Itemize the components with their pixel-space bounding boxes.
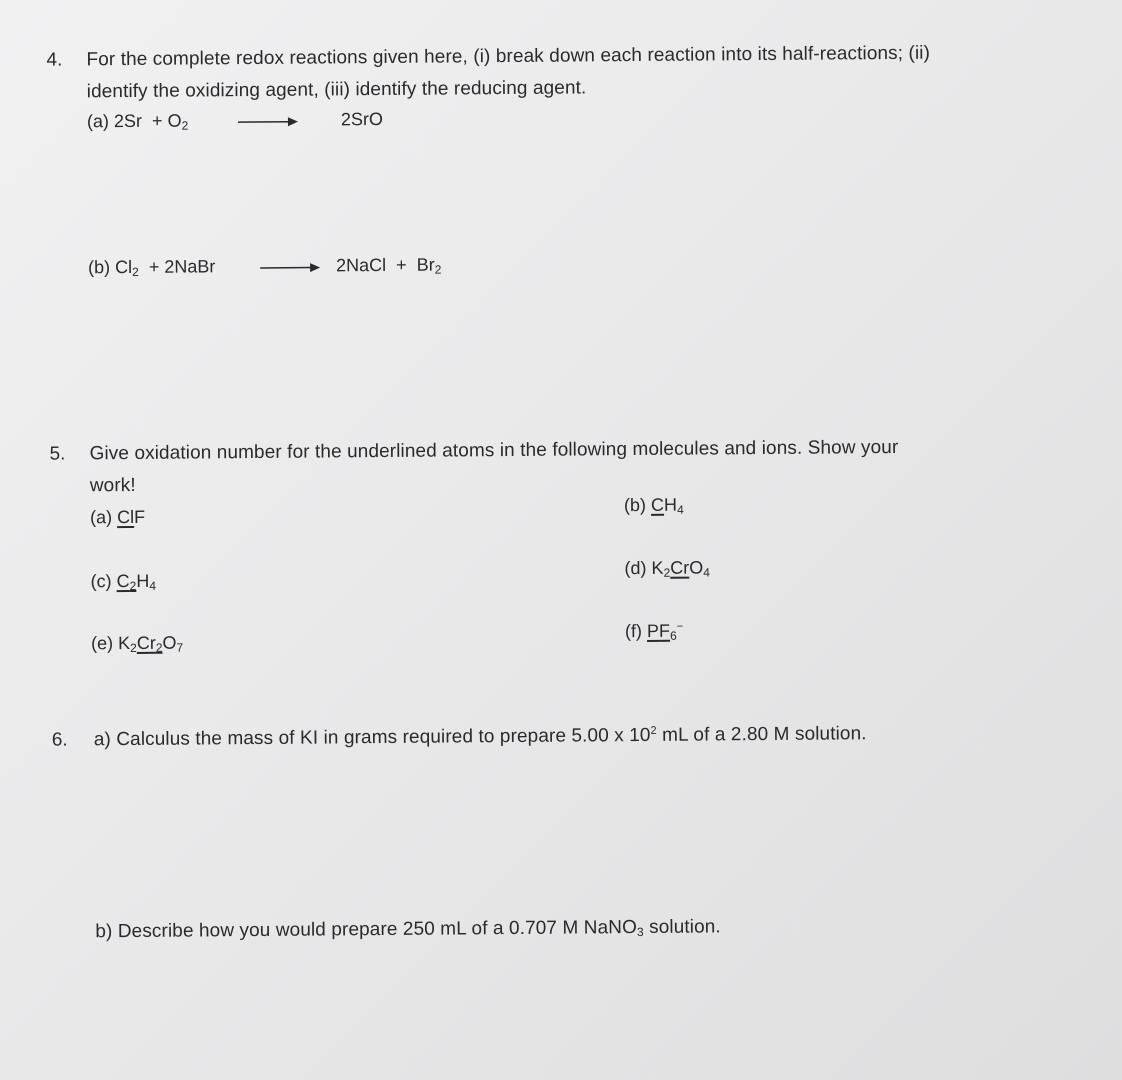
question-4-line-1: For the complete redox reactions given here, (i) break down each reaction into its half-reactions; (ii): [86, 42, 931, 71]
underlined-atom-5e: $Cr_2$: [136, 632, 163, 655]
question-6b: b) Describe how you would prepare 250 mL of a 0.707 M NaNO$_3$ solution.: [95, 916, 721, 943]
reaction-b: [88, 256, 215, 278]
item-5d: (d) $K_2CrO_4$: [624, 557, 710, 580]
reaction-b-product-2: $Br_2$: [416, 254, 442, 277]
reaction-a-arrow-icon: [238, 116, 300, 128]
question-4-number: 4.: [46, 49, 63, 71]
reaction-a-reactant-1: 2Sr: [113, 110, 143, 132]
underlined-atom-5b: C: [650, 494, 665, 515]
reaction-b-product-1: 2NaCl: [336, 254, 387, 276]
item-5e: (e) $K_2Cr_2O_7$: [90, 632, 184, 655]
item-5a: (a) ClF: [89, 506, 146, 528]
reaction-b-products: [336, 255, 441, 277]
question-5-number: 5.: [49, 443, 66, 465]
reaction-b-label: (b): [88, 257, 111, 278]
reaction-b-arrow-icon: [260, 261, 322, 273]
question-4-line-2: identify the oxidizing agent, (iii) identify the reducing agent.: [86, 77, 587, 103]
item-5f: (f) $PF_6^-$: [624, 620, 684, 643]
reaction-a-label: (a): [86, 111, 110, 132]
underlined-atom-5d: Cr: [670, 557, 690, 578]
reaction-a-reactant-2: $O_2$: [167, 110, 189, 133]
reaction-b-plus-2: +: [396, 254, 407, 275]
reaction-a-plus: +: [151, 110, 163, 131]
reaction-b-reactant-1: $Cl_2$: [115, 256, 139, 279]
reaction-a-product: 2SrO: [340, 108, 384, 130]
question-6-number: 6.: [51, 729, 68, 751]
underlined-atom-5a: Cl: [117, 506, 135, 528]
question-5-line-2: work!: [89, 474, 136, 497]
underlined-atom-5f: P: [646, 620, 660, 641]
question-5-line-1: Give oxidation number for the underlined atoms in the following molecules and ions. Show your: [89, 436, 899, 465]
item-5c: (c) $C_2H_4$: [90, 570, 157, 593]
reaction-a: [87, 111, 188, 133]
item-5b: (b) $CH_4$: [623, 494, 684, 517]
underlined-atom-5c: $C_2$: [116, 571, 137, 593]
question-6a: a) Calculus the mass of KI in grams required to prepare 5.00 x $10^2$ mL of a 2.80 M solution.: [93, 723, 867, 751]
reaction-b-reactant-2: 2NaBr: [164, 256, 216, 277]
reaction-b-plus: +: [148, 256, 160, 277]
